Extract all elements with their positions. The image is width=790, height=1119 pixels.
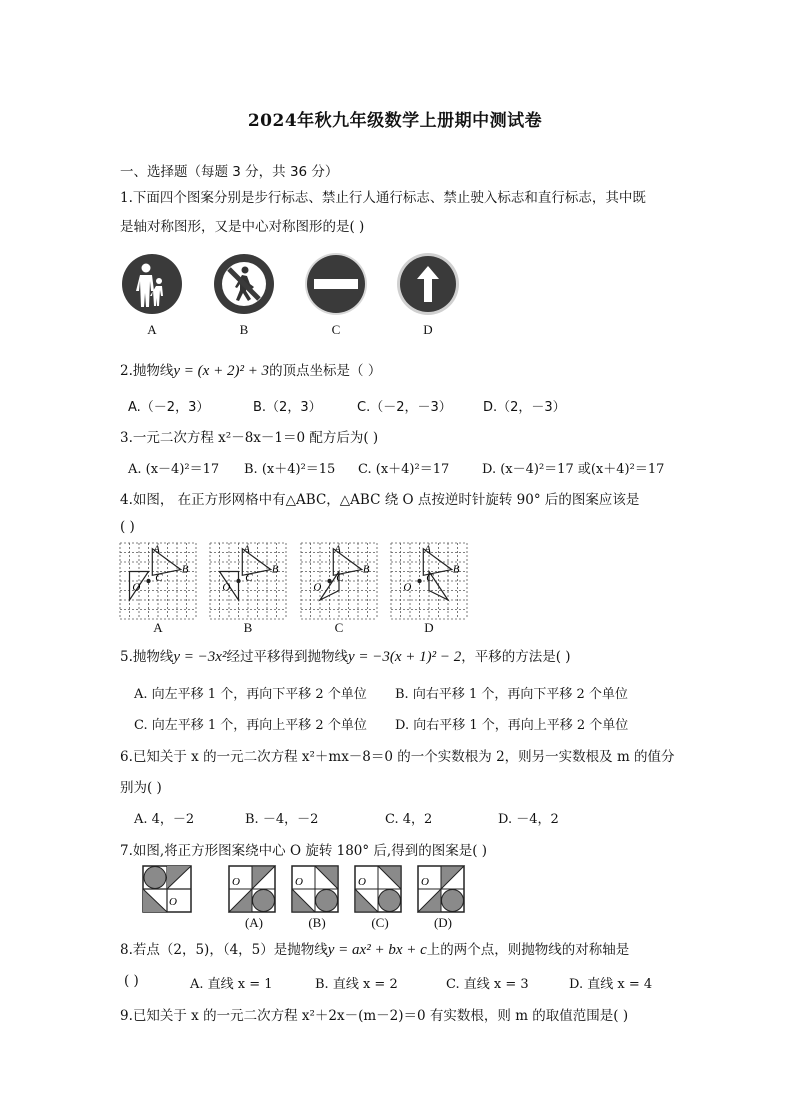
q4-point-o: [417, 579, 421, 583]
q4-label-o: O: [313, 581, 322, 594]
q4-caption-a: A: [153, 620, 163, 635]
q6-option-c: C. 4，2: [385, 812, 433, 827]
q7-caption-b: (B): [308, 915, 326, 930]
q7-center-label: O: [169, 896, 177, 908]
q8-prefix: 8.若点（2，5)，（4，5）是抛物线: [120, 942, 328, 958]
svg-text:O: O: [232, 876, 240, 888]
q2-stem: [120, 359, 381, 380]
q8-stem: [120, 938, 629, 959]
q4-grid-figure: [301, 543, 377, 619]
q4-point-o: [236, 579, 240, 583]
q4-caption-d: D: [424, 620, 434, 635]
q4-point-o: [327, 579, 331, 583]
q2-option-a: A.（－2，3）: [128, 400, 210, 415]
q4-label-a: A: [334, 543, 341, 556]
q4-label-b: B: [181, 563, 189, 576]
q5-option-c: C. 向左平移 1 个，再向上平移 2 个单位: [134, 718, 367, 733]
svg-text:O: O: [421, 876, 429, 888]
q5-formula2: y = −3(x + 1)² − 2: [347, 649, 462, 665]
q7-option-d-figure: [418, 866, 464, 912]
q6-option-d: D. －4，2: [498, 812, 559, 827]
q4-label-b: B: [362, 563, 370, 576]
q3-option-a: A. (x－4)²＝17: [128, 462, 220, 477]
q4-label-a: A: [153, 543, 160, 556]
q5-formula1: y = −3x²: [173, 649, 227, 665]
svg-text:O: O: [295, 876, 303, 888]
pedestrian-sign-icon: [122, 254, 182, 314]
q7-option-a-figure: [229, 866, 275, 912]
q8-suffix: 上的两个点，则抛物线的对称轴是: [426, 942, 630, 958]
q5-stem: [120, 645, 571, 666]
q7-caption-d: (D): [433, 915, 453, 930]
q8-option-b: B. 直线 x = 2: [315, 977, 398, 992]
q4-grid-figures: [120, 541, 470, 621]
q4-label-c: C: [155, 572, 163, 585]
q4-label-a: A: [424, 543, 431, 556]
q4-label-a: A: [243, 543, 250, 556]
q6-option-b: B. －4，－2: [245, 812, 319, 827]
q3-option-d: D. (x－4)²＝17 或(x＋4)²＝17: [482, 462, 665, 477]
q4-grid-figure: [391, 543, 467, 619]
q4-label-o: O: [403, 581, 412, 594]
q3-option-c: C. (x＋4)²＝17: [358, 462, 450, 477]
q4-point-o: [146, 579, 150, 583]
q4-label-b: B: [452, 563, 460, 576]
q4-label-c: C: [336, 572, 344, 585]
q8-formula: y = ax² + bx + c: [327, 942, 427, 958]
no-pedestrian-sign-icon: [214, 254, 274, 314]
page-title: 2024年秋九年级数学上册期中测试卷: [247, 111, 543, 131]
q1-caption-b: B: [239, 322, 249, 337]
q7-option-c-figure: [355, 866, 401, 912]
q4-grid-figure: [120, 543, 196, 619]
q4-label-b: B: [271, 563, 279, 576]
q1-caption-d: D: [423, 322, 433, 337]
q6-stem-line2: 别为( ): [120, 780, 162, 796]
q5-option-d: D. 向右平移 1 个，再向上平移 2 个单位: [395, 718, 629, 733]
q5-suffix: ，平移的方法是( ): [461, 649, 571, 665]
q7-stem: 7.如图,将正方形图案绕中心 O 旋转 180° 后,得到的图案是( ): [120, 843, 488, 859]
q4-caption-c: C: [334, 620, 344, 635]
q1-stem-line2: 是轴对称图形，又是中心对称图形的是( ): [120, 219, 365, 235]
section-heading: 一、选择题（每题 3 分，共 36 分）: [120, 164, 339, 180]
q4-label-c: C: [245, 572, 253, 585]
q7-option-b-figure: [292, 866, 338, 912]
straight-ahead-sign-icon: [397, 253, 459, 315]
q4-caption-b: B: [243, 620, 253, 635]
q4-label-c: C: [426, 572, 434, 585]
q2-option-b: B.（2，3）: [253, 400, 322, 415]
q4-stem-line1: 4.如图， 在正方形网格中有△ABC，△ABC 绕 O 点按逆时针旋转 90° 后的图案应该是: [120, 492, 640, 508]
q4-label-o: O: [132, 581, 141, 594]
q7-original-square: [143, 866, 191, 912]
q1-caption-c: C: [331, 322, 341, 337]
q7-caption-a: (A): [244, 915, 264, 930]
q9-stem: 9.已知关于 x 的一元二次方程 x²＋2x－(m－2)＝0 有实数根，则 m 的取值范围是( ): [120, 1008, 629, 1024]
q5-option-a: A. 向左平移 1 个，再向下平移 2 个单位: [134, 687, 367, 702]
q6-option-a: A. 4，－2: [134, 812, 195, 827]
no-entry-sign-icon: [305, 253, 367, 315]
q4-stem-line2: ( ): [120, 519, 135, 535]
q2-option-c: C.（－2，－3）: [357, 400, 452, 415]
q3-stem: 3.一元二次方程 x²－8x－1＝0 配方后为( ): [120, 430, 379, 446]
q6-stem-line1: 6.已知关于 x 的一元二次方程 x²＋mx－8＝0 的一个实数根为 2，则另一实数根及 m 的值分: [120, 749, 675, 765]
q2-prefix: 2.抛物线: [120, 363, 174, 379]
q5-middle: 经过平移得到抛物线: [226, 649, 348, 665]
q2-option-d: D.（2，－3）: [483, 400, 566, 415]
q5-prefix: 5.抛物线: [120, 649, 174, 665]
q8-option-c: C. 直线 x = 3: [446, 977, 529, 992]
q5-option-b: B. 向右平移 1 个，再向下平移 2 个单位: [395, 687, 628, 702]
q3-option-b: B. (x＋4)²＝15: [244, 462, 336, 477]
q7-caption-c: (C): [371, 915, 389, 930]
q7-square-figures: [143, 866, 473, 916]
q1-stem-line1: 1.下面四个图案分别是步行标志、禁止行人通行标志、禁止驶入标志和直行标志，其中既: [120, 190, 646, 206]
q1-caption-a: A: [147, 322, 157, 337]
q4-grid-figure: [210, 543, 286, 619]
q2-suffix: 的顶点坐标是（ ）: [269, 363, 382, 379]
q8-blank: ( ): [124, 973, 139, 989]
q2-formula: y = (x + 2)² + 3: [173, 363, 270, 379]
svg-text:O: O: [358, 876, 366, 888]
q8-option-d: D. 直线 x = 4: [569, 977, 653, 992]
q8-option-a: A. 直线 x = 1: [190, 977, 273, 992]
q4-label-o: O: [222, 581, 231, 594]
q1-traffic-signs: [120, 252, 460, 318]
